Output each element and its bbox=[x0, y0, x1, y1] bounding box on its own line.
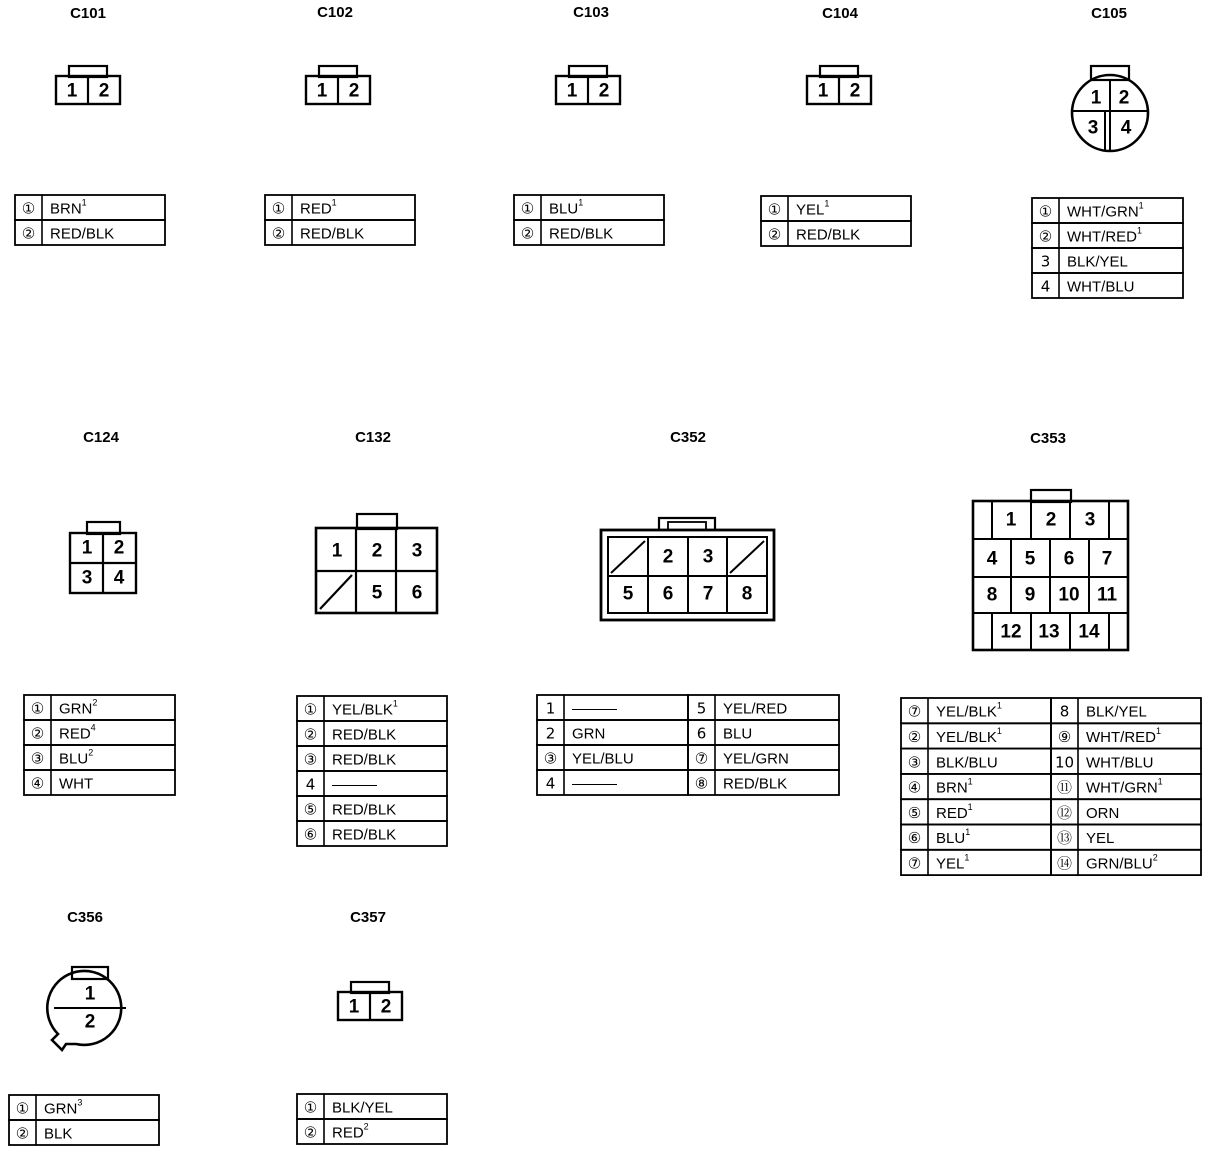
c353-wire-pin: ⑦ bbox=[907, 854, 922, 873]
c356-connector bbox=[47, 967, 126, 1050]
c103-wire-row bbox=[514, 220, 664, 245]
c124-wire-color: BLU$^2$ bbox=[59, 747, 94, 767]
c124-wire-row bbox=[24, 745, 175, 770]
c352-pin-3: 3 bbox=[702, 546, 714, 568]
c352-pin-5: 5 bbox=[622, 583, 634, 605]
c353-wire-note: 2 bbox=[1152, 852, 1158, 863]
c352-wire-pin: ③ bbox=[543, 749, 558, 768]
c352-title: C352 bbox=[670, 429, 706, 446]
c357-wire-row bbox=[297, 1094, 447, 1119]
c356-wire-pin: ① bbox=[15, 1099, 30, 1118]
c104-wire-table bbox=[761, 196, 911, 246]
c353-wire-color: WHT/RED$^1$ bbox=[1086, 725, 1162, 746]
c124-wire-note: 4 bbox=[90, 722, 96, 733]
c124-wire-pin: ③ bbox=[30, 749, 45, 768]
c103-wire-color: RED/BLK bbox=[549, 225, 614, 242]
c132-wire-color: RED/BLK bbox=[332, 726, 397, 743]
c105-pin-4: 4 bbox=[1120, 117, 1132, 139]
c357-pin-1: 1 bbox=[348, 996, 360, 1018]
c352-pin-6: 6 bbox=[662, 583, 674, 605]
c105-wire-color: WHT/BLU bbox=[1067, 278, 1135, 295]
c353-wire-row bbox=[901, 825, 1051, 850]
c357-connector bbox=[338, 982, 402, 1020]
c352-wire-color: YEL/RED bbox=[723, 700, 788, 717]
c124-wire-row bbox=[24, 695, 175, 720]
c124-wire-note: 2 bbox=[88, 747, 94, 758]
c105-wire-row bbox=[1032, 223, 1183, 248]
c353-wire-color: WHT/GRN$^1$ bbox=[1086, 776, 1163, 797]
c356-wire-color: BLK bbox=[44, 1125, 73, 1142]
c352-wire-pin: 2 bbox=[545, 724, 556, 743]
c353-wire-pin: ⑭ bbox=[1056, 854, 1073, 873]
c357-wire-color: RED$^2$ bbox=[332, 1121, 369, 1141]
c353-wire-note: 1 bbox=[965, 827, 971, 838]
c353-pin-4: 4 bbox=[986, 548, 998, 570]
c101-pin-2: 2 bbox=[98, 80, 110, 102]
c356-wire-color: GRN$^3$ bbox=[44, 1097, 83, 1117]
c102-wire-color: RED/BLK bbox=[300, 225, 365, 242]
c352-pin-8: 8 bbox=[741, 583, 753, 605]
c132-pin-5: 5 bbox=[371, 582, 383, 604]
c353-wire-row bbox=[901, 698, 1051, 723]
c357-wire-color: BLK/YEL bbox=[332, 1099, 393, 1116]
c103-pin-2: 2 bbox=[598, 80, 610, 102]
c356-wire-note: 3 bbox=[77, 1097, 83, 1108]
c356-wire-pin: ② bbox=[15, 1124, 30, 1143]
c105-pin-3: 3 bbox=[1087, 117, 1099, 139]
c124-wire-color: WHT bbox=[59, 775, 94, 792]
c353-wire-row bbox=[1051, 799, 1201, 824]
c104-pin-1: 1 bbox=[817, 80, 829, 102]
c132-wire-color: RED/BLK bbox=[332, 751, 397, 768]
c353-pin-11: 11 bbox=[1096, 584, 1118, 606]
c352-wire-pin: 4 bbox=[545, 774, 556, 793]
c353-wire-row bbox=[1051, 774, 1201, 799]
c352-wire-row bbox=[688, 770, 839, 795]
c101-wire-note: 1 bbox=[81, 197, 87, 208]
c353-wire-color: WHT/BLU bbox=[1086, 753, 1154, 771]
c356-wire-row bbox=[9, 1095, 159, 1120]
c353-pin-7: 7 bbox=[1101, 548, 1113, 570]
c102-wire-color: RED$^1$ bbox=[300, 197, 337, 217]
c132-wire-note: 1 bbox=[392, 698, 398, 709]
c124-wire-table bbox=[24, 695, 175, 795]
c102-pin-1: 1 bbox=[316, 80, 328, 102]
c132-wire-pin: ② bbox=[303, 725, 318, 744]
c132-pin-3: 3 bbox=[411, 540, 423, 562]
c101-wire-table bbox=[15, 195, 165, 245]
c353-wire-pin: ② bbox=[907, 727, 922, 746]
c353-wire-row bbox=[901, 723, 1051, 748]
c105-pin-2: 2 bbox=[1118, 87, 1130, 109]
c353-pin-13: 13 bbox=[1038, 621, 1060, 643]
c352-wire-row bbox=[537, 745, 688, 770]
c353-wire-pin: ⑨ bbox=[1057, 727, 1072, 746]
c105-wire-color: BLK/YEL bbox=[1067, 253, 1128, 270]
c105-title: C105 bbox=[1091, 5, 1127, 22]
c105-wire-pin: ① bbox=[1038, 202, 1053, 221]
c353-wire-note: 1 bbox=[996, 700, 1002, 711]
c132-wire-color: YEL/BLK$^1$ bbox=[332, 698, 398, 718]
c101-wire-pin: ② bbox=[21, 224, 36, 243]
c352-wire-color: GRN bbox=[572, 725, 606, 742]
c352-wire-pin: ⑧ bbox=[694, 774, 709, 793]
c132-pin-6: 6 bbox=[411, 582, 423, 604]
c353-wire-note: 1 bbox=[967, 801, 973, 812]
c353-wire-color: BRN$^1$ bbox=[936, 776, 973, 797]
c353-wire-color: YEL/BLK$^1$ bbox=[936, 725, 1002, 746]
c124-wire-note: 2 bbox=[92, 697, 98, 708]
c353-title: C353 bbox=[1030, 430, 1066, 447]
c124-pin-4: 4 bbox=[113, 567, 125, 589]
c353-wire-row bbox=[1051, 850, 1201, 875]
c352-pin-2: 2 bbox=[662, 546, 674, 568]
c353-wire-color: GRN/BLU$^2$ bbox=[1086, 852, 1158, 872]
c103-wire-note: 1 bbox=[578, 197, 584, 208]
c101-connector bbox=[56, 66, 120, 104]
c356-wire-row bbox=[9, 1120, 159, 1145]
c352-wire-pin: ⑦ bbox=[694, 749, 709, 768]
c101-title: C101 bbox=[70, 5, 106, 22]
c353-wire-row bbox=[1051, 749, 1201, 774]
c353-wire-pin: ④ bbox=[907, 778, 922, 797]
c124-wire-pin: ② bbox=[30, 724, 45, 743]
c124-wire-color: GRN$^2$ bbox=[59, 697, 98, 717]
c353-wire-row bbox=[901, 774, 1051, 799]
c102-wire-pin: ① bbox=[271, 199, 286, 218]
c132-wire-table bbox=[297, 696, 447, 846]
c353-wire-note: 1 bbox=[1156, 725, 1162, 736]
c353-pin-1: 1 bbox=[1005, 509, 1017, 531]
c356-pin-1: 1 bbox=[84, 983, 96, 1005]
c353-wire-pin: ⑥ bbox=[907, 829, 922, 848]
c356-pin-2: 2 bbox=[84, 1011, 96, 1033]
c103-connector bbox=[556, 66, 620, 104]
c353-wire-row bbox=[1051, 825, 1201, 850]
c353-wire-pin: ⑬ bbox=[1056, 829, 1073, 848]
c352-wire-pin: 5 bbox=[696, 699, 707, 718]
c132-wire-pin: ⑥ bbox=[303, 825, 318, 844]
c357-pin-2: 2 bbox=[380, 996, 392, 1018]
c352-pin-7: 7 bbox=[702, 583, 714, 605]
c132-wire-row bbox=[297, 721, 447, 746]
c353-wire-row bbox=[1051, 698, 1201, 723]
c353-wire-color: BLK/YEL bbox=[1086, 703, 1147, 721]
c352-wire-color: BLU bbox=[723, 725, 753, 742]
c124-title: C124 bbox=[83, 429, 119, 446]
c132-wire-color: ——— bbox=[332, 776, 377, 793]
c356-wire-table bbox=[9, 1095, 159, 1145]
c353-pin-5: 5 bbox=[1024, 548, 1036, 570]
c124-pin-1: 1 bbox=[81, 537, 93, 559]
c102-wire-pin: ② bbox=[271, 224, 286, 243]
c104-pin-2: 2 bbox=[849, 80, 861, 102]
c101-pin-1: 1 bbox=[66, 80, 78, 102]
c105-wire-row bbox=[1032, 248, 1183, 273]
c353-wire-row bbox=[901, 799, 1051, 824]
c352-wire-row bbox=[688, 720, 839, 745]
c353-wire-table bbox=[901, 698, 1201, 875]
c105-wire-table bbox=[1032, 198, 1183, 298]
c104-title: C104 bbox=[822, 5, 858, 22]
c353-wire-color: BLK/BLU bbox=[936, 753, 998, 771]
c353-wire-color: RED$^1$ bbox=[936, 801, 973, 822]
c105-connector bbox=[1072, 66, 1148, 151]
c104-wire-row bbox=[761, 221, 911, 246]
c352-wire-pin: 6 bbox=[696, 724, 707, 743]
c103-wire-pin: ① bbox=[520, 199, 535, 218]
c102-wire-table bbox=[265, 195, 415, 245]
c105-wire-row bbox=[1032, 273, 1183, 298]
c353-wire-color: YEL$^1$ bbox=[936, 852, 970, 872]
c101-wire-pin: ① bbox=[21, 199, 36, 218]
c103-title: C103 bbox=[573, 4, 609, 21]
c104-wire-row bbox=[761, 196, 911, 221]
c124-wire-pin: ④ bbox=[30, 774, 45, 793]
c103-wire-pin: ② bbox=[520, 224, 535, 243]
c353-wire-pin: ③ bbox=[907, 753, 922, 772]
c352-wire-row bbox=[537, 720, 688, 745]
c101-wire-color: RED/BLK bbox=[50, 225, 115, 242]
c353-pin-8: 8 bbox=[986, 584, 998, 606]
c353-connector bbox=[973, 490, 1128, 650]
c102-title: C102 bbox=[317, 4, 353, 21]
c353-wire-note: 1 bbox=[1157, 776, 1163, 787]
c124-wire-color: RED$^4$ bbox=[59, 722, 96, 742]
c104-wire-note: 1 bbox=[824, 198, 830, 209]
c102-wire-row bbox=[265, 195, 415, 220]
c124-wire-row bbox=[24, 720, 175, 745]
c353-wire-color: ORN bbox=[1086, 804, 1120, 822]
c102-wire-row bbox=[265, 220, 415, 245]
c105-wire-row bbox=[1032, 198, 1183, 223]
c124-pin-2: 2 bbox=[113, 537, 125, 559]
c132-pin-2: 2 bbox=[371, 540, 383, 562]
c352-connector bbox=[601, 518, 774, 620]
c357-wire-table bbox=[297, 1094, 447, 1144]
c103-pin-1: 1 bbox=[566, 80, 578, 102]
c105-wire-color: WHT/RED$^1$ bbox=[1067, 225, 1143, 245]
c352-wire-color: YEL/BLU bbox=[572, 750, 634, 767]
c357-title: C357 bbox=[350, 909, 386, 926]
c353-pin-9: 9 bbox=[1024, 584, 1036, 606]
c353-pin-10: 10 bbox=[1058, 584, 1080, 606]
c132-wire-row bbox=[297, 696, 447, 721]
c124-wire-pin: ① bbox=[30, 699, 45, 718]
c352-wire-table bbox=[537, 695, 839, 795]
c132-connector bbox=[316, 514, 437, 613]
c102-connector bbox=[306, 66, 370, 104]
c101-wire-color: BRN$^1$ bbox=[50, 197, 87, 217]
c132-wire-pin: 4 bbox=[305, 775, 316, 794]
c352-wire-color: ——— bbox=[572, 700, 617, 717]
c103-wire-color: BLU$^1$ bbox=[549, 197, 584, 217]
c105-wire-pin: 4 bbox=[1040, 277, 1051, 296]
c357-wire-pin: ① bbox=[303, 1098, 318, 1117]
c103-wire-row bbox=[514, 195, 664, 220]
c105-wire-note: 1 bbox=[1138, 200, 1144, 211]
c353-pin-14: 14 bbox=[1078, 621, 1100, 643]
c132-wire-row bbox=[297, 771, 447, 796]
c352-wire-pin: 1 bbox=[545, 699, 556, 718]
c132-wire-color: RED/BLK bbox=[332, 801, 397, 818]
c105-wire-note: 1 bbox=[1137, 225, 1143, 236]
c352-wire-color: YEL/GRN bbox=[723, 750, 789, 767]
c353-wire-pin: ⑤ bbox=[907, 803, 922, 822]
c132-title: C132 bbox=[355, 429, 391, 446]
c352-wire-row bbox=[688, 745, 839, 770]
c352-wire-row bbox=[688, 695, 839, 720]
c124-wire-row bbox=[24, 770, 175, 795]
c353-wire-pin: ⑦ bbox=[907, 702, 922, 721]
c353-wire-row bbox=[901, 850, 1051, 875]
c356-title: C356 bbox=[67, 909, 103, 926]
c353-wire-note: 1 bbox=[996, 725, 1002, 736]
c124-connector bbox=[70, 522, 136, 593]
c103-wire-table bbox=[514, 195, 664, 245]
c353-wire-color: BLU$^1$ bbox=[936, 827, 971, 847]
c352-wire-color: RED/BLK bbox=[723, 775, 788, 792]
c132-wire-pin: ③ bbox=[303, 750, 318, 769]
c104-wire-color: YEL$^1$ bbox=[796, 198, 830, 218]
c104-wire-color: RED/BLK bbox=[796, 226, 861, 243]
c132-pin-1: 1 bbox=[331, 540, 343, 562]
c353-wire-pin: ⑫ bbox=[1056, 803, 1073, 822]
c353-wire-color: YEL/BLK$^1$ bbox=[936, 700, 1002, 721]
c104-connector bbox=[807, 66, 871, 104]
c353-pin-12: 12 bbox=[1000, 621, 1022, 643]
c357-wire-row bbox=[297, 1119, 447, 1144]
c353-pin-2: 2 bbox=[1045, 509, 1057, 531]
c353-wire-pin: 10 bbox=[1054, 753, 1075, 772]
c357-wire-note: 2 bbox=[363, 1121, 369, 1132]
c102-wire-note: 1 bbox=[331, 197, 337, 208]
c104-wire-pin: ② bbox=[767, 225, 782, 244]
c352-wire-row bbox=[537, 695, 688, 720]
c124-pin-3: 3 bbox=[81, 567, 93, 589]
c357-wire-pin: ② bbox=[303, 1123, 318, 1142]
c101-wire-row bbox=[15, 195, 165, 220]
c132-wire-row bbox=[297, 746, 447, 771]
c101-wire-row bbox=[15, 220, 165, 245]
c352-wire-color: ——— bbox=[572, 775, 617, 792]
c105-wire-pin: ② bbox=[1038, 227, 1053, 246]
c132-wire-pin: ① bbox=[303, 700, 318, 719]
c132-wire-row bbox=[297, 796, 447, 821]
c353-wire-row bbox=[901, 749, 1051, 774]
c353-pin-3: 3 bbox=[1084, 509, 1096, 531]
c132-wire-color: RED/BLK bbox=[332, 826, 397, 843]
c353-wire-row bbox=[1051, 723, 1201, 748]
c132-wire-row bbox=[297, 821, 447, 846]
c352-wire-row bbox=[537, 770, 688, 795]
c353-wire-note: 1 bbox=[964, 852, 970, 863]
c353-wire-color: YEL bbox=[1086, 829, 1115, 847]
c105-pin-1: 1 bbox=[1090, 87, 1102, 109]
c132-wire-pin: ⑤ bbox=[303, 800, 318, 819]
c105-wire-pin: 3 bbox=[1040, 252, 1051, 271]
c353-wire-note: 1 bbox=[967, 776, 973, 787]
c102-pin-2: 2 bbox=[348, 80, 360, 102]
c353-wire-pin: ⑪ bbox=[1056, 778, 1073, 797]
c353-wire-pin: 8 bbox=[1059, 702, 1070, 721]
c105-wire-color: WHT/GRN$^1$ bbox=[1067, 200, 1144, 220]
c353-pin-6: 6 bbox=[1063, 548, 1075, 570]
c104-wire-pin: ① bbox=[767, 200, 782, 219]
